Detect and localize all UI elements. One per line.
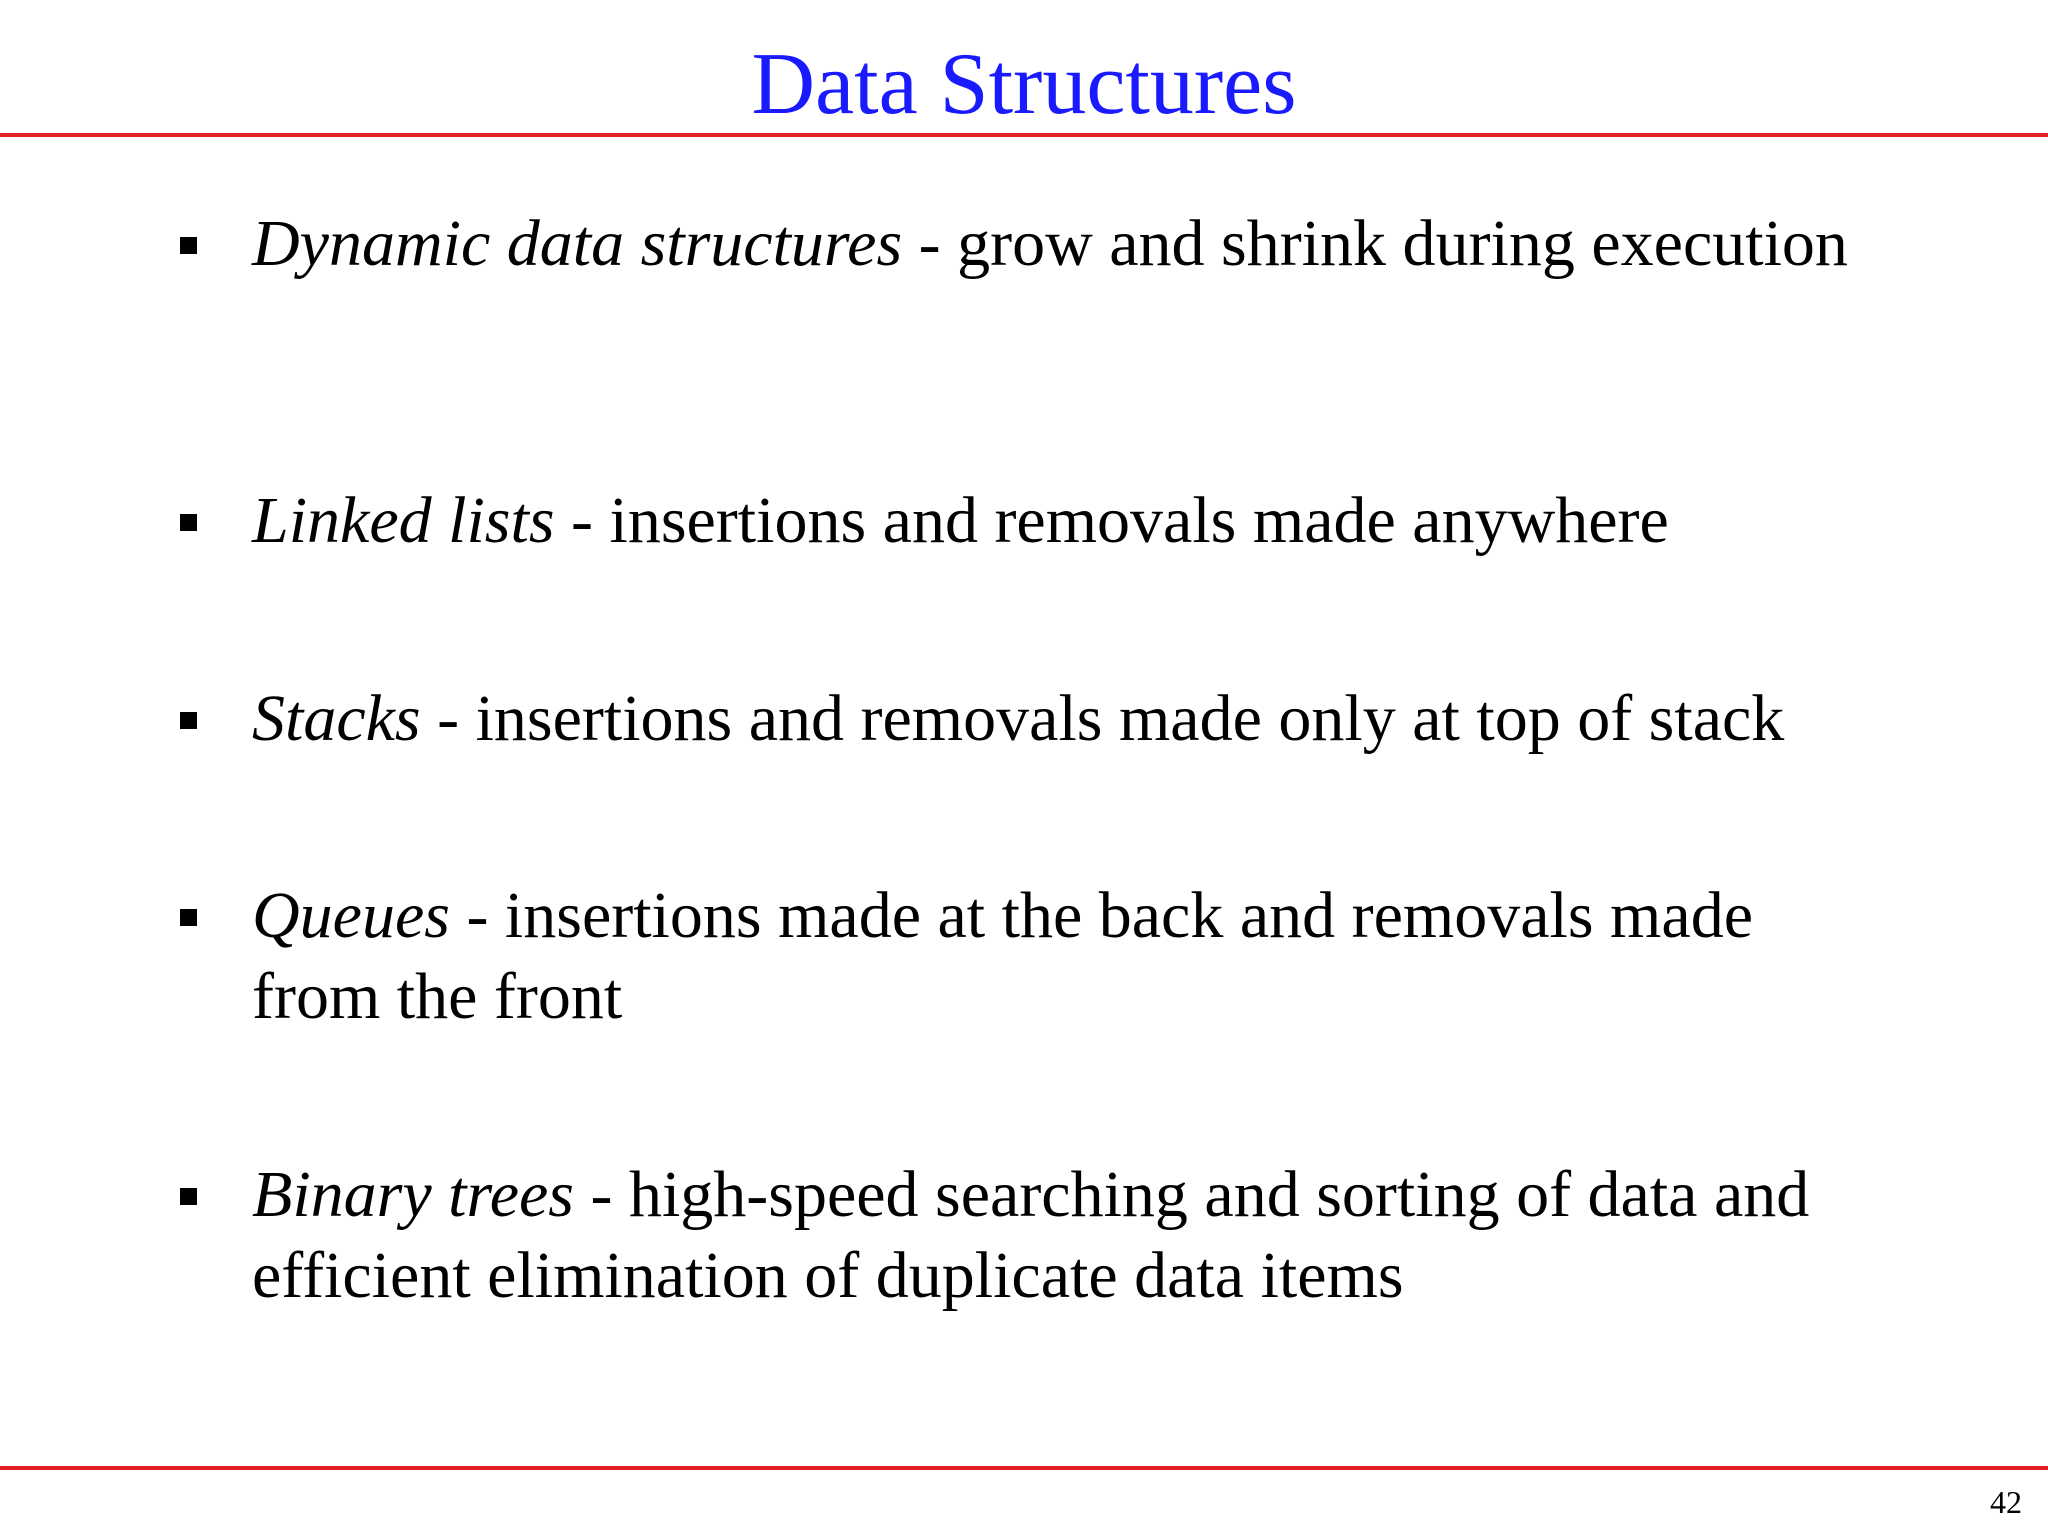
square-bullet-icon (180, 909, 197, 926)
bullet-text (252, 678, 1872, 759)
bullet-description: - high-speed searching and sorting of data and efficient elimination of duplicate data items (252, 1158, 1810, 1312)
bullet-description: - insertions made at the back and removals made from the front (252, 879, 1753, 1033)
square-bullet-icon (180, 237, 197, 254)
slide-title: Data Structures (751, 36, 1297, 133)
bullet-text (252, 480, 1872, 561)
bullet-description: - grow and shrink during execution (902, 207, 1848, 280)
bullet-term: Linked lists (252, 484, 555, 557)
bullet-text (252, 203, 1872, 284)
bullet-description: - insertions and removals made anywhere (554, 484, 1669, 557)
bullet-description: - insertions and removals made only at top of stack (420, 682, 1785, 755)
bullet-term: Dynamic data structures (252, 207, 903, 280)
bullet-term: Binary trees (252, 1158, 574, 1231)
square-bullet-icon (180, 1188, 197, 1205)
bullet-term: Queues (252, 879, 450, 952)
square-bullet-icon (180, 514, 197, 531)
bullet-text (252, 1154, 1872, 1316)
page-number: 42 (1990, 1484, 2022, 1520)
bullet-text (252, 875, 1872, 1037)
title-divider (0, 133, 2048, 137)
square-bullet-icon (180, 712, 197, 729)
bullet-term: Stacks (252, 682, 421, 755)
footer-divider (0, 1466, 2048, 1470)
